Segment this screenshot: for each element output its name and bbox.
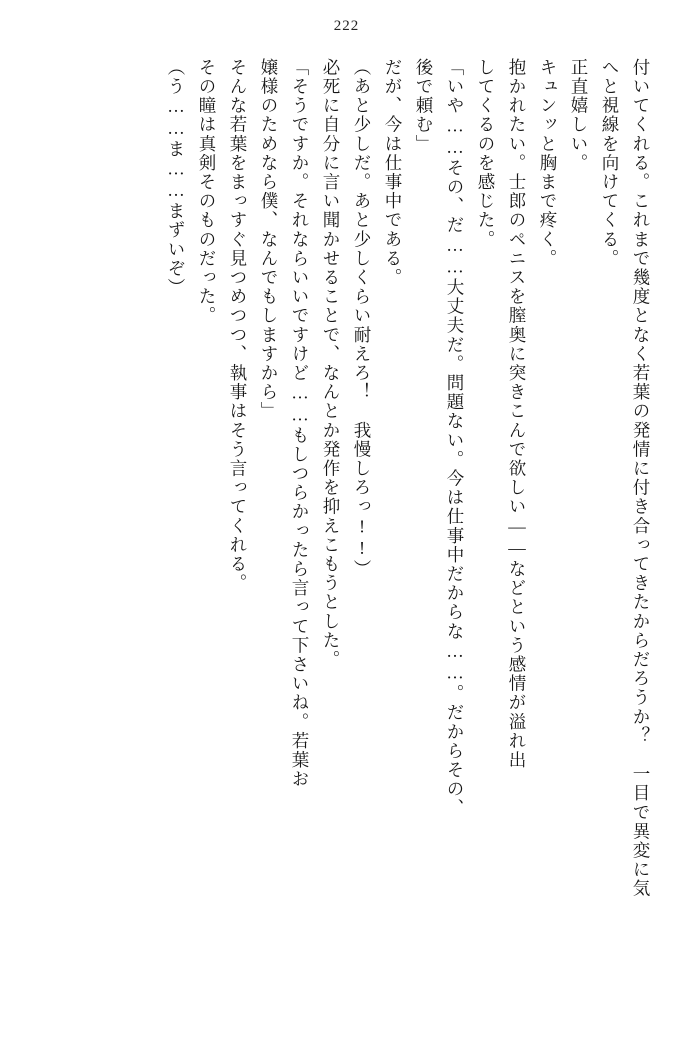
text-column: 付いてくれる。これまで幾度となく若葉の発情に付き合ってきたからだろうか？ 一目で異変に気: [631, 58, 651, 899]
text-column: 抱かれたい。士郎のペニスを膣奥に突きこんで欲しい——などという感情が溢れ出: [507, 58, 527, 770]
text-column: （あと少しだ。あと少しくらい耐えろ！ 我慢しろっ!!）: [352, 58, 372, 579]
text-column: してくるのを感じた。: [476, 58, 496, 249]
text-column: 「いや……その、だ……大丈夫だ。問題ない。今は仕事中だからな……。だからその、: [445, 58, 465, 818]
vertical-body-text: [38, 58, 649, 1010]
text-column: 正直嬉しい。: [569, 58, 589, 173]
text-column: へと視線を向けてくる。: [600, 58, 620, 269]
page-number: 222: [333, 18, 360, 34]
text-column: だが、今は仕事中である。: [383, 58, 403, 288]
text-column: その瞳は真剣そのものだった。: [197, 58, 217, 326]
text-column: （う……ま……まずいぞ）: [166, 58, 186, 298]
text-column: 嬢様のためなら僕、なんでもしますから」: [259, 58, 279, 421]
text-column: そんな若葉をまっすぐ見つめつつ、執事はそう言ってくれる。: [228, 58, 248, 593]
text-column: 後で頼む」: [414, 58, 434, 154]
text-column: 必死に自分に言い聞かせることで、なんとか発作を抑えこもうとした。: [321, 58, 341, 670]
text-column: 「そうですか。それならいいですけど……もしつらかったら言って下さいね。若葉お: [290, 58, 310, 789]
text-column: キュンッと胸まで疼く。: [538, 58, 558, 269]
